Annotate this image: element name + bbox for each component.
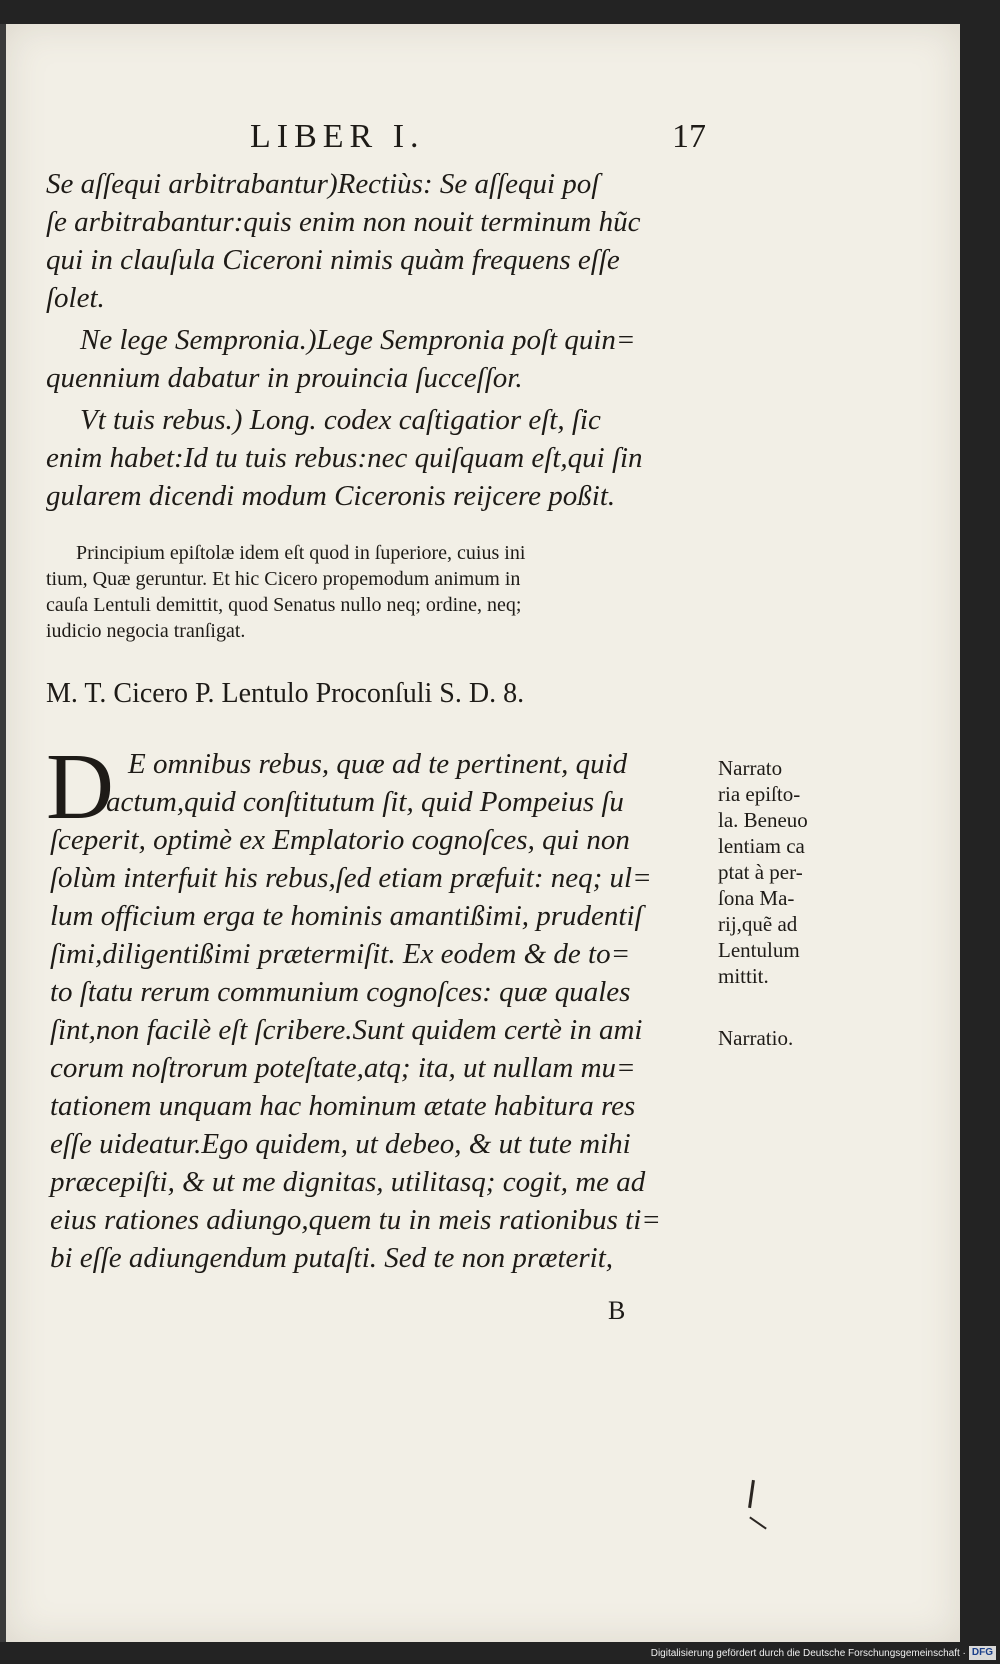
page-number: 17 xyxy=(672,118,706,155)
letter-line: eius rationes adiungo,quem tu in meis rationibus ti= xyxy=(50,1204,661,1236)
margin-note-line: la. Beneuo xyxy=(718,808,808,832)
running-head: LIBER I. xyxy=(250,118,425,155)
letter-line: corum noſtrorum poteſtate,atq; ita, ut nullam mu= xyxy=(50,1052,636,1084)
letter-line: eſſe uideatur.Ego quidem, ut debeo, & ut tute mihi xyxy=(50,1128,631,1160)
margin-note-line: Lentulum xyxy=(718,938,800,962)
letter-line: tationem unquam hac hominum ætate habitura res xyxy=(50,1090,636,1122)
margin-note-line: Narratio. xyxy=(718,1026,794,1050)
margin-note-line: Narrato xyxy=(718,756,783,780)
commentary-line: enim habet:Id tu tuis rebus:nec quiſquam eſt,qui ſin xyxy=(46,442,643,474)
margin-note-line: ria epiſto- xyxy=(718,782,801,806)
commentary-line: ſe arbitrabantur:quis enim non nouit terminum hũc xyxy=(46,206,641,238)
commentary-line: gularem dicendi modum Ciceronis reijcere poßit. xyxy=(46,480,616,512)
dfg-logo: DFG xyxy=(969,1646,996,1660)
signature-mark: B xyxy=(608,1296,626,1325)
margin-note-line: rij,quẽ ad xyxy=(718,912,798,936)
argument-line: iudicio negocia tranſigat. xyxy=(46,620,246,642)
letter-line: præcepiſti, & ut me dignitas, utilitasq; cogit, me ad xyxy=(50,1166,646,1198)
digitization-footer xyxy=(651,1644,996,1662)
commentary-line: Vt tuis rebus.) Long. codex caſtigatior eſt, ſic xyxy=(80,404,601,436)
letter-line: lum officium erga te hominis amantißimi, prudentiſ xyxy=(50,900,643,932)
letter-line: actum,quid conſtitutum ſit, quid Pompeius ſu xyxy=(106,786,624,818)
letter-line: ſceperit, optimè ex Emplatorio cognoſces, qui non xyxy=(50,824,630,856)
margin-note-line: mittit. xyxy=(718,964,769,988)
margin-note-line: ptat à per- xyxy=(718,860,803,884)
letter-line: ſimi,diligentißimi prætermiſit. Ex eodem & de to= xyxy=(50,938,631,970)
argument-line: Principium epiſtolæ idem eſt quod in ſuperiore, cuius ini xyxy=(76,542,526,564)
margin-note-line: ſona Ma- xyxy=(718,886,795,910)
commentary-line: Ne lege Sempronia.)Lege Sempronia poſt quin= xyxy=(80,324,636,356)
commentary-line: qui in clauſula Ciceroni nimis quàm frequens eſſe xyxy=(46,244,620,276)
footer-credit: Digitalisierung gefördert durch die Deutsche Forschungsgemeinschaft · xyxy=(650,1647,966,1659)
argument-line: cauſa Lentuli demittit, quod Senatus nullo neq; ordine, neq; xyxy=(46,594,522,616)
letter-line: bi eſſe adiungendum putaſti. Sed te non præterit, xyxy=(50,1242,614,1274)
letter-line: to ſtatu rerum communium cognoſces: quæ quales xyxy=(50,976,631,1008)
commentary-line: Se aſſequi arbitrabantur)Rectiùs: Se aſſequi poſ xyxy=(46,168,600,200)
letter-line: E omnibus rebus, quæ ad te pertinent, quid xyxy=(128,748,628,780)
drop-cap: D xyxy=(46,735,114,839)
argument-line: tium, Quæ geruntur. Et hic Cicero propemodum animum in xyxy=(46,568,521,590)
commentary-line: quennium dabatur in prouincia ſucceſſor. xyxy=(46,362,523,394)
letter-line: ſolùm interfuit his rebus,ſed etiam præfuit: neq; ul= xyxy=(50,862,652,894)
commentary-line: ſolet. xyxy=(46,282,105,314)
margin-note-line: lentiam ca xyxy=(718,834,805,858)
letter-salutation: M. T. Cicero P. Lentulo Proconſuli S. D. 8. xyxy=(46,678,525,709)
letter-line: ſint,non facilè eſt ſcribere.Sunt quidem certè in ami xyxy=(50,1014,643,1046)
